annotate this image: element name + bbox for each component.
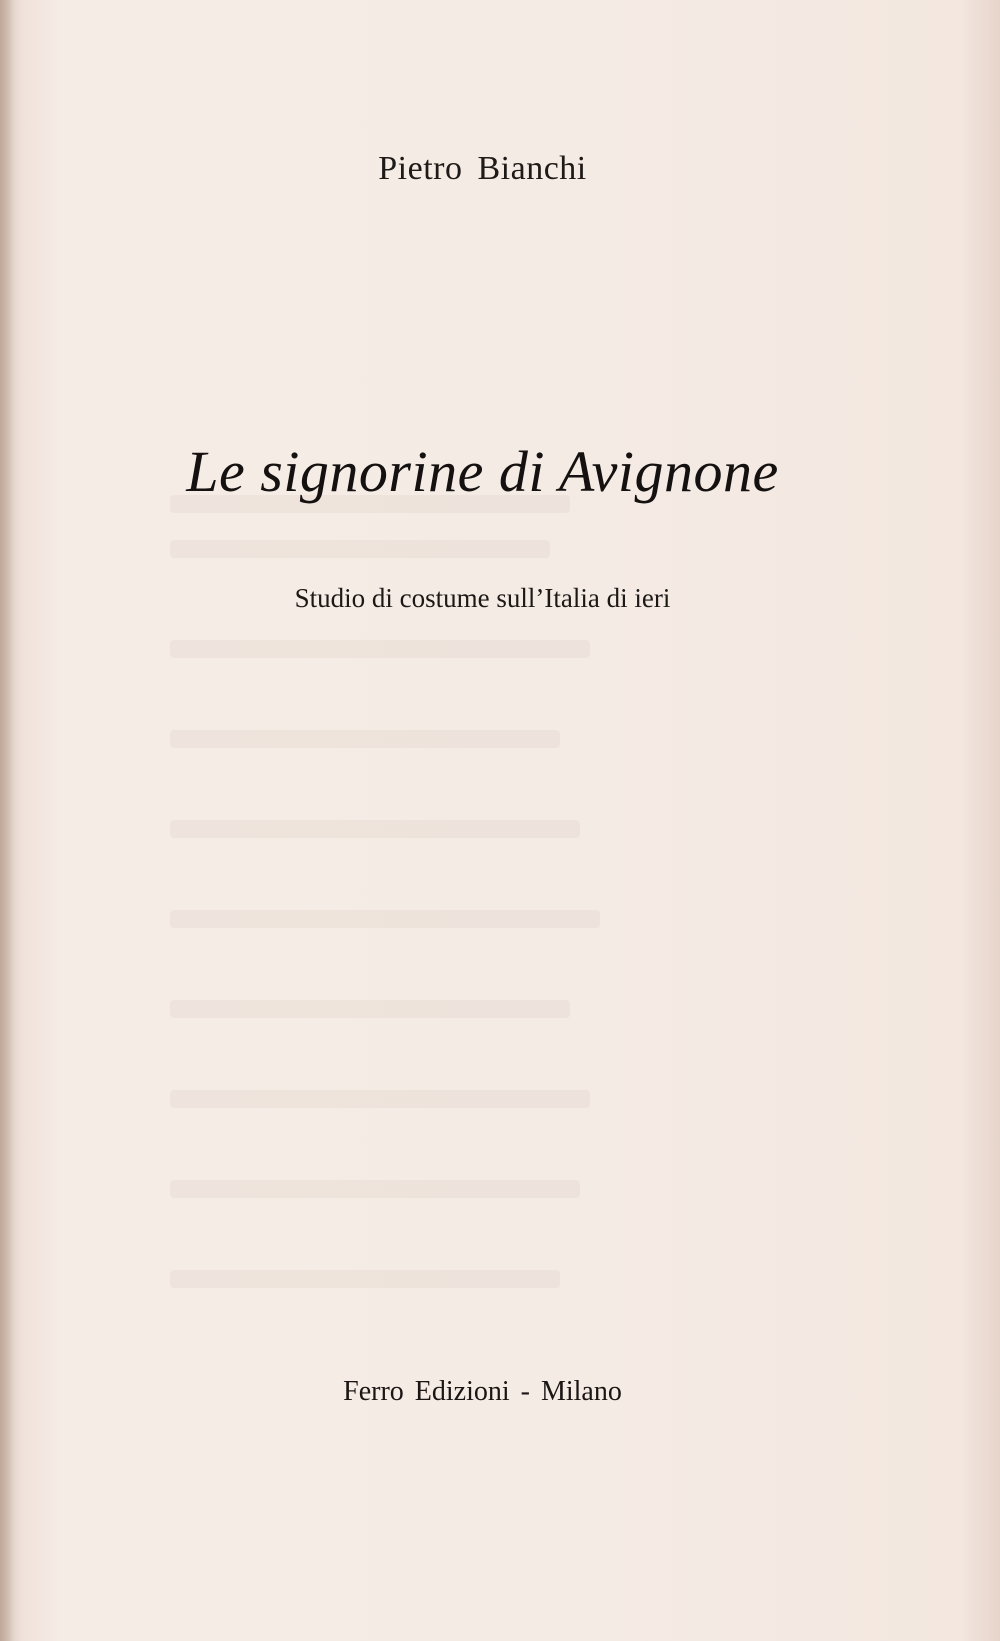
bleed-through-line bbox=[170, 730, 560, 748]
publisher-imprint: Ferro Edizioni - Milano bbox=[343, 1376, 622, 1407]
bleed-through-line bbox=[170, 540, 550, 558]
book-subtitle: Studio di costume sull’Italia di ieri bbox=[294, 583, 671, 613]
bleed-through-line bbox=[170, 820, 580, 838]
bleed-through-line bbox=[170, 1000, 570, 1018]
book-title: Le signorine di Avignone bbox=[186, 439, 779, 504]
bleed-through-line bbox=[170, 910, 600, 928]
bleed-through-line bbox=[170, 640, 590, 658]
author-name: Pietro Bianchi bbox=[378, 150, 587, 187]
bleed-through-line bbox=[170, 1270, 560, 1288]
bleed-through-line bbox=[170, 1090, 590, 1108]
bleed-through-line bbox=[170, 1180, 580, 1198]
